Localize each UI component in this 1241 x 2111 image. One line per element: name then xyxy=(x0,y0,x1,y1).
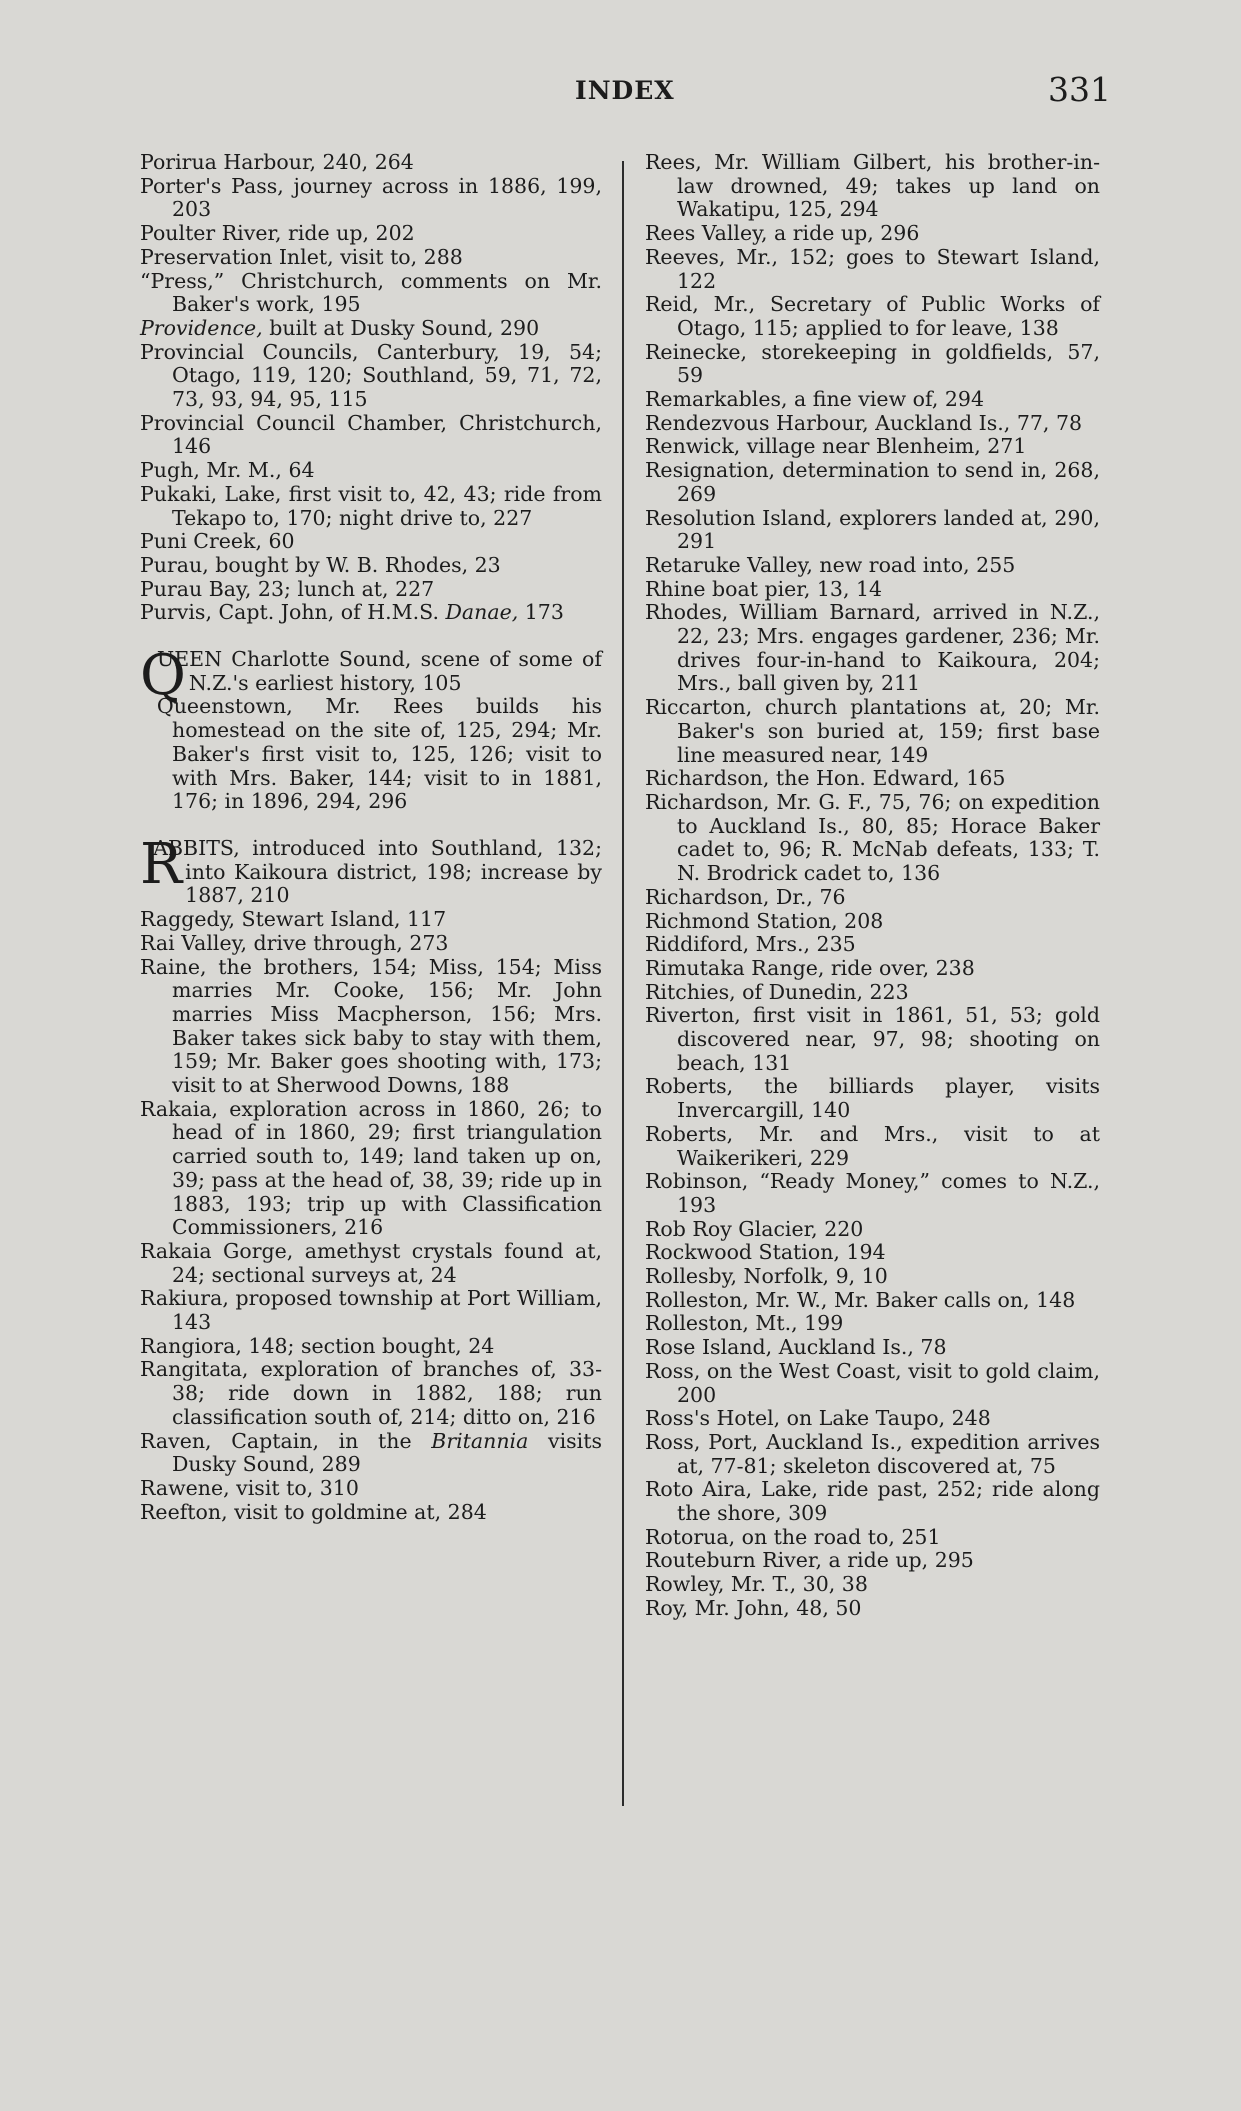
index-entry xyxy=(645,1431,1100,1478)
entry-text: Queenstown, Mr. Rees builds his homestead on the site of, 125, 294; Mr. Baker's first visit to, 125, 126; visit to with Mrs. Baker, 144; visit to in 1881, 176; in 1896, 294, 296 xyxy=(156,694,602,814)
index-entry xyxy=(645,791,1100,886)
entry-text: Roy, Mr. John, 48, 50 xyxy=(645,1595,862,1620)
index-entry xyxy=(645,601,1100,696)
entry-text: Renwick, village near Blenheim, 271 xyxy=(645,434,1027,459)
entry-text: Rhine boat pier, 13, 14 xyxy=(645,576,883,601)
index-entry xyxy=(645,388,1100,412)
entry-text: Rangiora, 148; section bought, 24 xyxy=(140,1333,495,1358)
index-entry xyxy=(140,483,602,530)
entry-text: Rakiura, proposed township at Port William, 143 xyxy=(140,1286,602,1335)
entry-text: Roberts, Mr. and Mrs., visit to at Waikerikeri, 229 xyxy=(645,1121,1100,1170)
ship-name: Providence, xyxy=(140,315,263,340)
index-entry xyxy=(140,695,602,814)
entry-text: Ritchies, of Dunedin, 223 xyxy=(645,979,909,1004)
entry-text: Routeburn River, a ride up, 295 xyxy=(645,1548,974,1573)
entry-text: Rawene, visit to, 310 xyxy=(140,1475,359,1500)
index-entry xyxy=(140,908,602,932)
index-entry xyxy=(140,578,602,602)
entry-text: Remarkables, a fine view of, 294 xyxy=(645,387,984,412)
index-entry xyxy=(645,151,1100,222)
index-entry xyxy=(140,1335,602,1359)
index-entry xyxy=(645,1336,1100,1360)
entry-text: Richardson, the Hon. Edward, 165 xyxy=(645,766,1006,791)
entry-text: Reefton, visit to goldmine at, 284 xyxy=(140,1499,487,1524)
index-column-right xyxy=(645,151,1100,1621)
page-number: 331 xyxy=(1048,70,1111,109)
index-entry xyxy=(645,1573,1100,1597)
index-entry xyxy=(645,1004,1100,1075)
index-entry xyxy=(645,507,1100,554)
index-entry xyxy=(140,151,602,175)
entry-text: Resignation, determination to send in, 268, 269 xyxy=(645,458,1100,506)
index-entry xyxy=(140,1240,602,1287)
drop-cap: R xyxy=(140,831,183,897)
entry-text: Ross's Hotel, on Lake Taupo, 248 xyxy=(645,1406,991,1431)
entry-text: Rendezvous Harbour, Auckland Is., 77, 78 xyxy=(645,410,1083,435)
running-title: INDEX xyxy=(575,76,675,105)
column-divider xyxy=(622,161,624,1806)
entry-text: Rangitata, exploration of branches of, 33-38; ride down in 1882, 188; run classification south of, 214; ditto on, 216 xyxy=(140,1357,602,1429)
entry-text: Rob Roy Glacier, 220 xyxy=(645,1216,864,1241)
entry-pages: 173 xyxy=(524,600,564,625)
index-entry xyxy=(140,956,602,1098)
entry-text: Retaruke Valley, new road into, 255 xyxy=(645,552,1016,577)
index-entry xyxy=(140,270,602,317)
index-column-left xyxy=(140,151,602,1524)
index-entry xyxy=(140,643,602,709)
index-entry xyxy=(140,459,602,483)
entry-text: Robinson, “Ready Money,” comes to N.Z., 193 xyxy=(645,1169,1100,1217)
index-entry xyxy=(140,412,602,459)
entry-text: Rolleston, Mr. W., Mr. Baker calls on, 148 xyxy=(645,1287,1076,1312)
entry-text: Riddiford, Mrs., 235 xyxy=(645,932,856,957)
entry-text: Rowley, Mr. T., 30, 38 xyxy=(645,1572,868,1597)
entry-text: Rai Valley, drive through, 273 xyxy=(140,930,449,955)
index-entry xyxy=(140,554,602,578)
index-entry xyxy=(645,554,1100,578)
index-entry xyxy=(645,886,1100,910)
index-entry xyxy=(140,1358,602,1429)
entry-text: Richmond Station, 208 xyxy=(645,908,884,933)
index-entry xyxy=(645,1597,1100,1621)
entry-text: Raggedy, Stewart Island, 117 xyxy=(140,907,447,932)
entry-text: Rimutaka Range, ride over, 238 xyxy=(645,955,975,980)
entry-text: Purau Bay, 23; lunch at, 227 xyxy=(140,576,435,601)
entry-text: Riccarton, church plantations at, 20; Mr. Baker's son buried at, 159; first base line measured near, 149 xyxy=(645,695,1100,767)
entry-text: “Press,” Christchurch, comments on Mr. Baker's work, 195 xyxy=(140,268,602,317)
index-entry xyxy=(140,317,602,341)
entry-text: Roto Aira, Lake, ride past, 252; ride along the shore, 309 xyxy=(645,1477,1100,1526)
entry-text: Reinecke, storekeeping in goldfields, 57, 59 xyxy=(645,339,1100,388)
index-entry xyxy=(140,530,602,554)
entry-text: Porter's Pass, journey across in 1886, 199, 203 xyxy=(140,173,602,222)
index-entry xyxy=(645,981,1100,1005)
index-entry xyxy=(140,222,602,246)
index-entry xyxy=(645,1407,1100,1431)
index-entry xyxy=(645,933,1100,957)
entry-text: Porirua Harbour, 240, 264 xyxy=(140,150,414,174)
entry-text: Richardson, Dr., 76 xyxy=(645,884,846,909)
ship-name: Britannia xyxy=(431,1428,529,1453)
entry-text: ABBITS, introduced into Southland, 132; into Kaikoura district, 198; increase by 1887, 210 xyxy=(153,835,602,908)
entry-text: UEEN Charlotte Sound, scene of some of N.Z.'s earliest history, 105 xyxy=(156,647,602,695)
index-entry xyxy=(140,1430,602,1477)
index-entry xyxy=(645,293,1100,340)
entry-text: Riverton, first visit in 1861, 51, 53; gold discovered near, 97, 98; shooting on beach, 131 xyxy=(645,1003,1100,1075)
entry-text: Purvis, Capt. John, of H.M.S. xyxy=(140,600,439,625)
index-entry xyxy=(645,1526,1100,1550)
entry-text: Raven, Captain, in the xyxy=(140,1428,412,1453)
index-entry xyxy=(645,1241,1100,1265)
index-entry xyxy=(140,1287,602,1334)
ship-name: Danae, xyxy=(445,600,519,625)
index-entry xyxy=(140,175,602,222)
entry-text: Purau, bought by W. B. Rhodes, 23 xyxy=(140,552,501,577)
index-entry xyxy=(645,767,1100,791)
entry-text: Rotorua, on the road to, 251 xyxy=(645,1524,941,1549)
index-entry xyxy=(140,1501,602,1525)
entry-text: Preservation Inlet, visit to, 288 xyxy=(140,244,463,269)
index-entry xyxy=(140,246,602,270)
entry-text: built at Dusky Sound, 290 xyxy=(269,315,540,340)
entry-text: Poulter River, ride up, 202 xyxy=(140,221,415,246)
entry-text: Rakaia, exploration across in 1860, 26; to head of in 1860, 29; first triangulation carried south to, 149; land taken up on, 39; pass at the head of, 38, 39; ride up in 1883, 193; trip up with Classification Commissioners, 216 xyxy=(140,1096,602,1240)
section-gap xyxy=(140,814,602,837)
entry-text: Roberts, the billiards player, visits Invercargill, 140 xyxy=(645,1074,1100,1123)
index-entry xyxy=(645,1075,1100,1122)
entry-text: Pugh, Mr. M., 64 xyxy=(140,458,315,483)
section-gap xyxy=(140,625,602,648)
index-entry xyxy=(645,696,1100,767)
entry-text: Rees Valley, a ride up, 296 xyxy=(645,221,920,246)
entry-text: Provincial Council Chamber, Christchurch, 146 xyxy=(140,410,602,459)
index-entry xyxy=(140,1098,602,1240)
index-entry xyxy=(140,1477,602,1501)
index-entry xyxy=(645,435,1100,459)
index-entry xyxy=(645,910,1100,934)
index-entry xyxy=(645,1549,1100,1573)
index-entry xyxy=(645,1289,1100,1313)
index-entry xyxy=(645,412,1100,436)
entry-text: Rolleston, Mt., 199 xyxy=(645,1311,844,1336)
entry-pages: visits Dusky Sound, 289 xyxy=(172,1428,602,1477)
index-entry xyxy=(645,957,1100,981)
index-entry xyxy=(645,1360,1100,1407)
index-entry xyxy=(645,1218,1100,1242)
index-entry xyxy=(140,601,602,625)
entry-text: Raine, the brothers, 154; Miss, 154; Miss marries Mr. Cooke, 156; Mr. John marries Miss Macpherson, 156; Mrs. Baker takes sick baby to stay with them, 159; Mr. Baker goes shooting with, 173; visit to at Sherwood Downs, 188 xyxy=(140,954,602,1098)
entry-text: Rees, Mr. William Gilbert, his brother-in-law drowned, 49; takes up land on Wakatipu, 125, 294 xyxy=(645,150,1100,222)
index-entry xyxy=(645,1265,1100,1289)
index-entry xyxy=(645,459,1100,506)
entry-text: Reeves, Mr., 152; goes to Stewart Island, 122 xyxy=(645,244,1100,293)
entry-text: Rhodes, William Barnard, arrived in N.Z., 22, 23; Mrs. engages gardener, 236; Mr. drives four-in-hand to Kaikoura, 204; Mrs., ball given by, 211 xyxy=(645,600,1100,696)
entry-text: Resolution Island, explorers landed at, 290, 291 xyxy=(645,505,1100,554)
entry-text: Rose Island, Auckland Is., 78 xyxy=(645,1335,947,1360)
entry-text: Ross, Port, Auckland Is., expedition arrives at, 77-81; skeleton discovered at, 75 xyxy=(645,1429,1100,1478)
index-entry xyxy=(645,1170,1100,1217)
index-entry xyxy=(645,1478,1100,1525)
entry-text: Richardson, Mr. G. F., 75, 76; on expedition to Auckland Is., 80, 85; Horace Baker cadet to, 96; R. McNab defeats, 133; T. N. Brodrick cadet to, 136 xyxy=(645,789,1100,886)
drop-cap: Q xyxy=(140,643,186,709)
index-entry xyxy=(645,222,1100,246)
entry-text: Provincial Councils, Canterbury, 19, 54; Otago, 119, 120; Southland, 59, 71, 72, 73, 93, 94, 95, 115 xyxy=(140,339,602,412)
entry-text: Rollesby, Norfolk, 9, 10 xyxy=(645,1264,888,1289)
index-entry xyxy=(645,246,1100,293)
index-entry xyxy=(645,341,1100,388)
entry-text: Rockwood Station, 194 xyxy=(645,1240,886,1265)
index-entry xyxy=(140,341,602,412)
index-entry xyxy=(140,932,602,956)
index-entry xyxy=(645,1123,1100,1170)
entry-text: Reid, Mr., Secretary of Public Works of Otago, 115; applied to for leave, 138 xyxy=(645,292,1100,340)
entry-text: Pukaki, Lake, first visit to, 42, 43; ride from Tekapo to, 170; night drive to, 227 xyxy=(140,481,602,530)
entry-text: Ross, on the West Coast, visit to gold claim, 200 xyxy=(645,1358,1100,1407)
index-entry xyxy=(140,831,602,908)
entry-text: Puni Creek, 60 xyxy=(140,529,295,554)
index-entry xyxy=(645,1312,1100,1336)
entry-text: Rakaia Gorge, amethyst crystals found at, 24; sectional surveys at, 24 xyxy=(140,1238,602,1287)
index-entry xyxy=(645,578,1100,602)
